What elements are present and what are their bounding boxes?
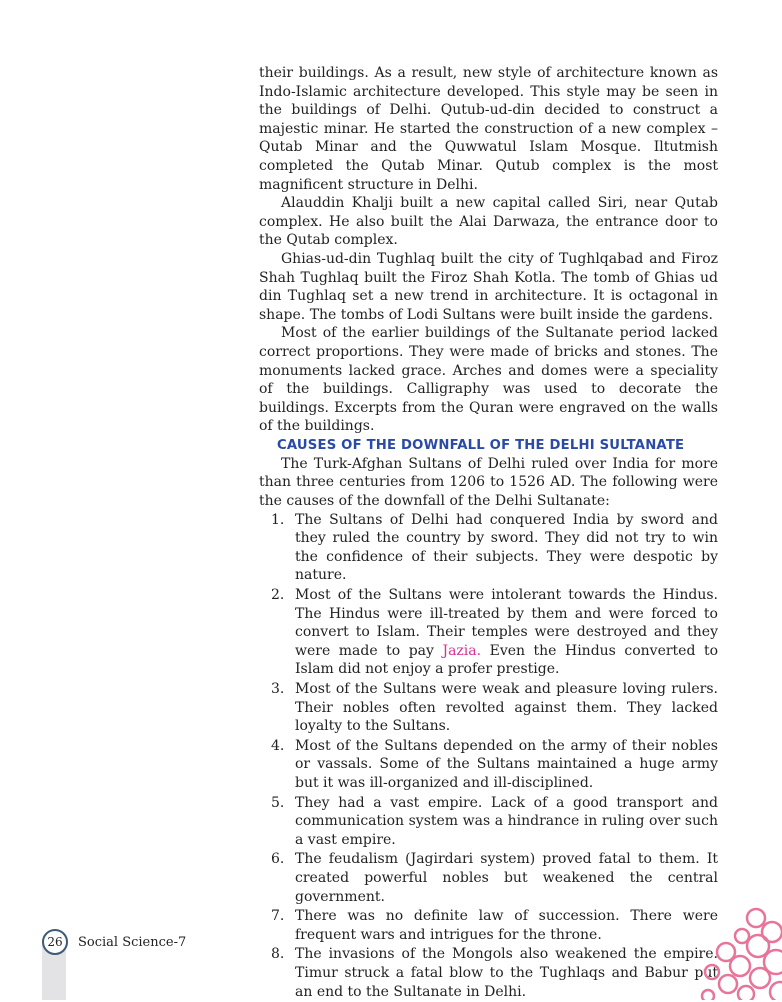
list-item xyxy=(259,850,718,906)
list-number: 1. xyxy=(271,511,285,528)
page-footer xyxy=(42,927,186,957)
list-text: The invasions of the Mongols also weakened the empire. Timur struck a fatal blow to the Tughlaqs and Babur put an end to the Sultanate in Delhi. xyxy=(295,946,718,1000)
list-text: Most of the Sultans were weak and pleasure loving rulers. Their nobles often revolted against them. They lacked loyalty to the Sultans. xyxy=(295,681,718,735)
list-number: 8. xyxy=(271,946,285,963)
book-title: Social Science-7 xyxy=(78,934,187,950)
list-number: 3. xyxy=(271,681,285,697)
list-item xyxy=(259,907,718,944)
list-item xyxy=(259,511,718,585)
list-text: Most of the Sultans depended on the army of their nobles or vassals. Some of the Sultans maintained a huge army but it was ill-organized and ill-disciplined. xyxy=(295,737,718,791)
list-number: 6. xyxy=(271,851,285,868)
list-text: The feudalism (Jagirdari system) proved fatal to them. It created powerful nobles but weakened the central government. xyxy=(295,851,718,905)
list-text: They had a vast empire. Lack of a good transport and communication system was a hindrance in ruling over such a vast empire. xyxy=(295,794,718,848)
list-number: 7. xyxy=(271,908,285,925)
page-number-badge xyxy=(42,929,68,955)
list-text: There was no definite law of succession. There were frequent wars and intrigues for the throne. xyxy=(295,908,718,943)
paragraph: Alauddin Khalji built a new capital called Siri, near Qutab complex. He also built the Alai Darwaza, the entrance door to the Qutab complex. xyxy=(259,195,718,249)
list-item xyxy=(259,586,718,679)
page-number: 26 xyxy=(47,935,63,949)
page-content xyxy=(259,64,718,1002)
list-number: 5. xyxy=(271,794,285,811)
section-heading: CAUSES OF THE DOWNFALL OF THE DELHI SULTANATE xyxy=(277,437,685,453)
section-intro: The Turk-Afghan Sultans of Delhi ruled over India for more than three centuries from 1206 to 1526 AD. The following were the causes of the downfall of the Delhi Sultanate: xyxy=(259,455,718,510)
list-item xyxy=(259,794,718,850)
paragraph: Ghias-ud-din Tughlaq built the city of Tughlqabad and Firoz Shah Tughlaq built the Firoz Shah Kotla. The tomb of Ghias ud din Tughlaq set a new trend in architecture. It is octagonal in shape. The tombs of Lodi Sultans were built inside the gardens. xyxy=(259,250,718,323)
list-item xyxy=(259,737,718,793)
causes-list xyxy=(259,511,718,1001)
paragraph: Most of the earlier buildings of the Sultanate period lacked correct proportions. They were made of bricks and stones. The monuments lacked grace. Arches and domes were a speciality of the buildings. Calligraphy was used to decorate the buildings. Excerpts from the Quran were engraved on the walls of the buildings. xyxy=(259,325,718,435)
list-item xyxy=(259,945,718,1001)
list-text: Most of the Sultans were intolerant towards the Hindus. The Hindus were ill-treated by them and were forced to convert to Islam. Their temples were destroyed and they were made to pay xyxy=(295,587,718,659)
list-item xyxy=(259,680,718,736)
list-number: 4. xyxy=(271,737,285,754)
paragraph: their buildings. As a result, new style of architecture known as Indo-Islamic architecture developed. This style may be seen in the buildings of Delhi. Qutub-ud-din decided to construct a majestic minar. He started the construction of a new complex – Qutab Minar and the Quwwatul Islam Mosque. Iltutmish completed the Qutab Minar. Qutub complex is the most magnificent structure in Delhi. xyxy=(259,65,718,193)
highlighted-term: Jazia. xyxy=(442,642,482,659)
list-text: Even the Hindus converted to Islam did not enjoy a profer prestige. xyxy=(295,642,718,678)
list-number: 2. xyxy=(271,587,285,604)
decorative-circles-icon xyxy=(672,900,782,1000)
list-text: The Sultans of Delhi had conquered India by sword and they ruled the country by sword. They did not try to win the confidence of their subjects. They were despotic by nature. xyxy=(295,511,718,584)
